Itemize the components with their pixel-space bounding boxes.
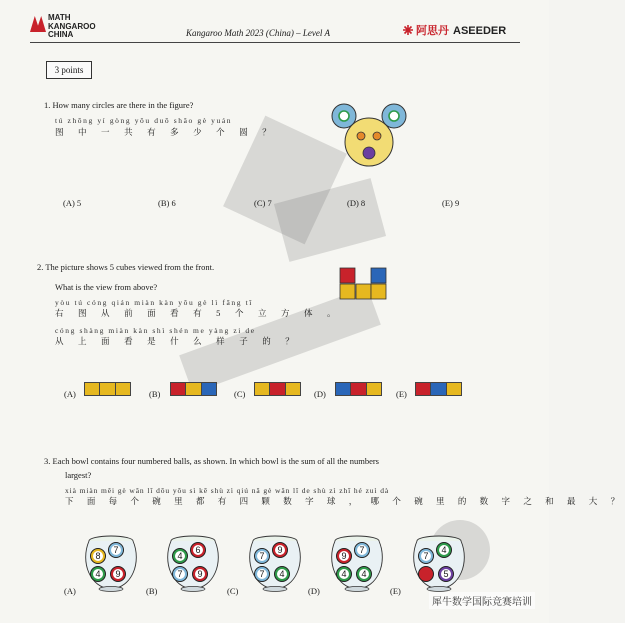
ball-number: 9	[339, 551, 349, 561]
logo-text: MATH KANGAROO CHINA	[48, 13, 96, 39]
numbered-ball	[336, 548, 352, 564]
q1-option-e[interactable]: (E) 9	[442, 198, 460, 208]
q1-option-b[interactable]: (B) 6	[158, 198, 176, 208]
ball-number: 7	[111, 545, 121, 555]
q3-option-c[interactable]: (C)	[227, 586, 239, 596]
numbered-ball	[172, 548, 188, 564]
cube-top-right	[371, 268, 386, 283]
q1-option-c[interactable]: (C) 7	[254, 198, 272, 208]
ball-number: 7	[257, 551, 267, 561]
spark-icon	[403, 25, 413, 35]
q3-option-a[interactable]: (A)	[64, 586, 76, 596]
q2-chinese-1: 右 图 从 前 面 看 有 5 个 立 方 体 。	[55, 308, 342, 318]
ball-number: 7	[421, 551, 431, 561]
q3-text: 3. Each bowl contains four numbered balls, as shown. In which bowl is the sum of all the numbers	[44, 456, 379, 466]
numbered-ball	[192, 566, 208, 582]
numbered-ball	[436, 542, 452, 558]
q3-text-2: largest?	[65, 470, 92, 480]
numbered-ball	[354, 542, 370, 558]
watermark: 犀牛数学国际竞赛培训	[429, 592, 535, 609]
numbered-ball	[254, 548, 270, 564]
ball-number: 9	[195, 569, 205, 579]
numbered-ball	[272, 542, 288, 558]
numbered-ball	[418, 566, 434, 582]
numbered-ball	[110, 566, 126, 582]
numbered-ball	[172, 566, 188, 582]
ball-number: 4	[339, 569, 349, 579]
bowl	[326, 532, 388, 592]
q2-text: 2. The picture shows 5 cubes viewed from the front.	[37, 262, 215, 272]
q2-cubes-figure	[336, 264, 396, 304]
cube-bottom-3	[371, 284, 386, 299]
numbered-ball	[90, 548, 106, 564]
q3-option-d[interactable]: (D)	[308, 586, 320, 596]
q2-option-c[interactable]: (C)	[234, 389, 246, 399]
points-label: 3 points	[46, 61, 92, 79]
q2-strip-a[interactable]	[84, 382, 131, 396]
bowl-outline	[408, 532, 470, 592]
kangaroo-logo-mark	[30, 16, 46, 32]
header-title: Kangaroo Math 2023 (China) – Level A	[186, 28, 330, 38]
q2-chinese-2: 从 上 面 看 是 什 么 样 子 的 ？	[55, 336, 300, 346]
numbered-ball	[254, 566, 270, 582]
left-eye-circle	[357, 132, 365, 140]
right-ear-inner-circle	[389, 111, 399, 121]
cube-bottom-2	[356, 284, 371, 299]
q2-strip-d[interactable]	[335, 382, 382, 396]
ball-number: 6	[193, 545, 203, 555]
left-ear-inner-circle	[339, 111, 349, 121]
bowl	[244, 532, 306, 592]
math-kangaroo-logo	[30, 14, 110, 42]
ball-number: 9	[113, 569, 123, 579]
q1-text: 1. How many circles are there in the figure?	[44, 100, 194, 110]
numbered-ball	[418, 548, 434, 564]
q2-pinyin-2: cóng shàng miàn kàn shì shén me yàng zi de	[55, 326, 256, 335]
ball-number: 4	[277, 569, 287, 579]
header-rule	[30, 42, 520, 43]
q3-option-b[interactable]: (B)	[146, 586, 158, 596]
bowl	[162, 532, 224, 592]
ball-number: 4	[439, 545, 449, 555]
q1-option-d[interactable]: (D) 8	[347, 198, 366, 208]
ball-number: 7	[257, 569, 267, 579]
ball-number: 9	[275, 545, 285, 555]
ball-number: 5	[441, 569, 451, 579]
q1-pinyin: tú zhōng yí gòng yǒu duō shǎo gè yuán	[55, 116, 233, 125]
q2-option-a[interactable]: (A)	[64, 389, 76, 399]
bowl-outline	[80, 532, 142, 592]
q3-option-e[interactable]: (E)	[390, 586, 401, 596]
numbered-ball	[274, 566, 290, 582]
bowl	[80, 532, 142, 592]
ball-number: 4	[93, 569, 103, 579]
ball-number: 7	[175, 569, 185, 579]
numbered-ball	[336, 566, 352, 582]
numbered-ball	[90, 566, 106, 582]
cube-top-left	[340, 268, 355, 283]
aseeder-logo	[403, 22, 506, 38]
q2-option-b[interactable]: (B)	[149, 389, 161, 399]
numbered-ball	[190, 542, 206, 558]
q2-option-d[interactable]: (D)	[314, 389, 326, 399]
q2-strip-b[interactable]	[170, 382, 217, 396]
bowl-outline	[326, 532, 388, 592]
numbered-ball	[356, 566, 372, 582]
q2-strip-e[interactable]	[415, 382, 462, 396]
numbered-ball	[108, 542, 124, 558]
q2-option-e[interactable]: (E)	[396, 389, 407, 399]
q1-circles-figure	[330, 100, 410, 172]
ball-number	[421, 569, 431, 579]
ball-number: 4	[359, 569, 369, 579]
q2-text-2: What is the view from above?	[55, 282, 158, 292]
q1-option-a[interactable]: (A) 5	[63, 198, 82, 208]
q2-strip-c[interactable]	[254, 382, 301, 396]
bowl-outline	[162, 532, 224, 592]
q3-pinyin: xià miàn měi gè wǎn lǐ dōu yǒu sì kē shù zì qiú nǎ gè wǎn lǐ de shù zì zhī hé zuì dà	[65, 486, 390, 495]
ball-number: 4	[175, 551, 185, 561]
mouth-circle	[363, 147, 375, 159]
q2-pinyin-1: yòu tú cóng qián miàn kàn yǒu gè lì fāng tǐ	[55, 298, 253, 307]
numbered-ball	[438, 566, 454, 582]
q3-chinese: 下 面 每 个 碗 里 都 有 四 颗 数 字 球 ， 哪 个 碗 里 的 数 字 之 和 最 大 ？	[65, 496, 625, 506]
bowl	[408, 532, 470, 592]
cube-bottom-1	[340, 284, 355, 299]
right-eye-circle	[373, 132, 381, 140]
bowl-outline	[244, 532, 306, 592]
ball-number: 7	[357, 545, 367, 555]
q1-chinese: 图 中 一 共 有 多 少 个 圆 ？	[55, 127, 277, 137]
logo-cn-text: 阿思丹	[416, 25, 449, 37]
ball-number: 8	[93, 551, 103, 561]
logo-en-text: ASEEDER	[453, 25, 507, 37]
